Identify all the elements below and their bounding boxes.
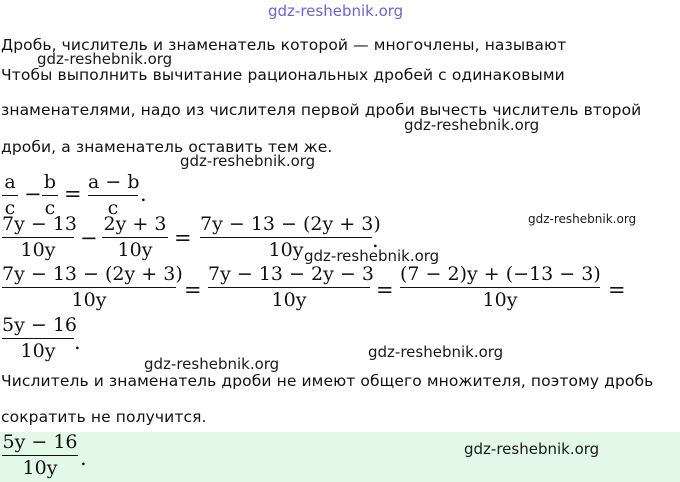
- denominator: 10y: [20, 239, 56, 261]
- denominator: c: [107, 197, 119, 219]
- rule-text-line-3: дроби, а знаменатель оставить тем же.: [1, 138, 333, 156]
- equals-sign: =: [184, 278, 202, 302]
- watermark-text: gdz-reshebnik.org: [464, 440, 600, 458]
- numerator: a − b: [88, 171, 140, 193]
- denominator: 10y: [20, 340, 56, 362]
- minus-sign: −: [80, 226, 98, 250]
- numerator: 2y + 3: [103, 213, 167, 235]
- numerator: 7y − 13 − 2y − 3: [208, 263, 374, 285]
- minus-sign: −: [24, 182, 42, 206]
- fraction-grouped: [400, 262, 600, 312]
- numerator: (7 − 2)y + (−13 − 3): [400, 263, 601, 285]
- fraction-7y-13: [2, 212, 77, 262]
- numerator: 5y − 16: [2, 431, 78, 453]
- numerator: a: [4, 171, 16, 193]
- watermark-text: gdz-reshebnik.org: [404, 116, 540, 134]
- watermark-text: gdz-reshebnik.org: [368, 343, 504, 361]
- period: .: [372, 228, 379, 252]
- denominator: 10y: [71, 289, 107, 311]
- conclusion-text-line-2: сократить не получится.: [1, 408, 207, 426]
- denominator: c: [44, 197, 56, 219]
- equals-sign: =: [608, 278, 626, 302]
- definition-text: Дробь, числитель и знаменатель которой — многочлены, называют: [1, 36, 567, 54]
- denominator: c: [4, 197, 16, 219]
- watermark-top: gdz-reshebnik.org: [268, 2, 404, 20]
- fraction-expanded: [208, 262, 374, 312]
- watermark-text: gdz-reshebnik.org: [144, 355, 280, 373]
- numerator: 7y − 13 − (2y + 3): [200, 213, 381, 235]
- denominator: 10y: [268, 239, 304, 261]
- equals-sign: =: [174, 226, 192, 250]
- fraction-result: [2, 313, 77, 363]
- rule-text-line-2: знаменателями, надо из числителя первой дроби вычесть числитель второй: [1, 101, 642, 119]
- denominator: 10y: [271, 289, 307, 311]
- equals-sign: =: [64, 182, 82, 206]
- watermark-text: gdz-reshebnik.org: [528, 212, 637, 226]
- watermark-text: gdz-reshebnik.org: [304, 247, 440, 265]
- denominator: 10y: [22, 457, 58, 479]
- denominator: 10y: [117, 239, 153, 261]
- watermark-text: gdz-reshebnik.org: [180, 152, 316, 170]
- numerator: 7y − 13 − (2y + 3): [2, 263, 183, 285]
- fraction-combined: [2, 262, 183, 312]
- conclusion-text-line-1: Числитель и знаменатель дроби не имеют общего множителя, поэтому дробь: [1, 372, 654, 390]
- numerator: 5y − 16: [2, 314, 77, 336]
- equals-sign: =: [376, 278, 394, 302]
- fraction-answer: [2, 430, 78, 480]
- denominator: 10y: [482, 289, 518, 311]
- numerator: b: [43, 171, 57, 193]
- watermark-text: gdz-reshebnik.org: [37, 50, 173, 68]
- period: .: [140, 182, 147, 206]
- period: .: [80, 446, 87, 470]
- numerator: 7y − 13: [2, 213, 77, 235]
- rule-text-line-1: Чтобы выполнить вычитание рациональных дробей с одинаковыми: [1, 66, 565, 84]
- fraction-2y-3: [102, 212, 168, 262]
- period: .: [74, 330, 81, 354]
